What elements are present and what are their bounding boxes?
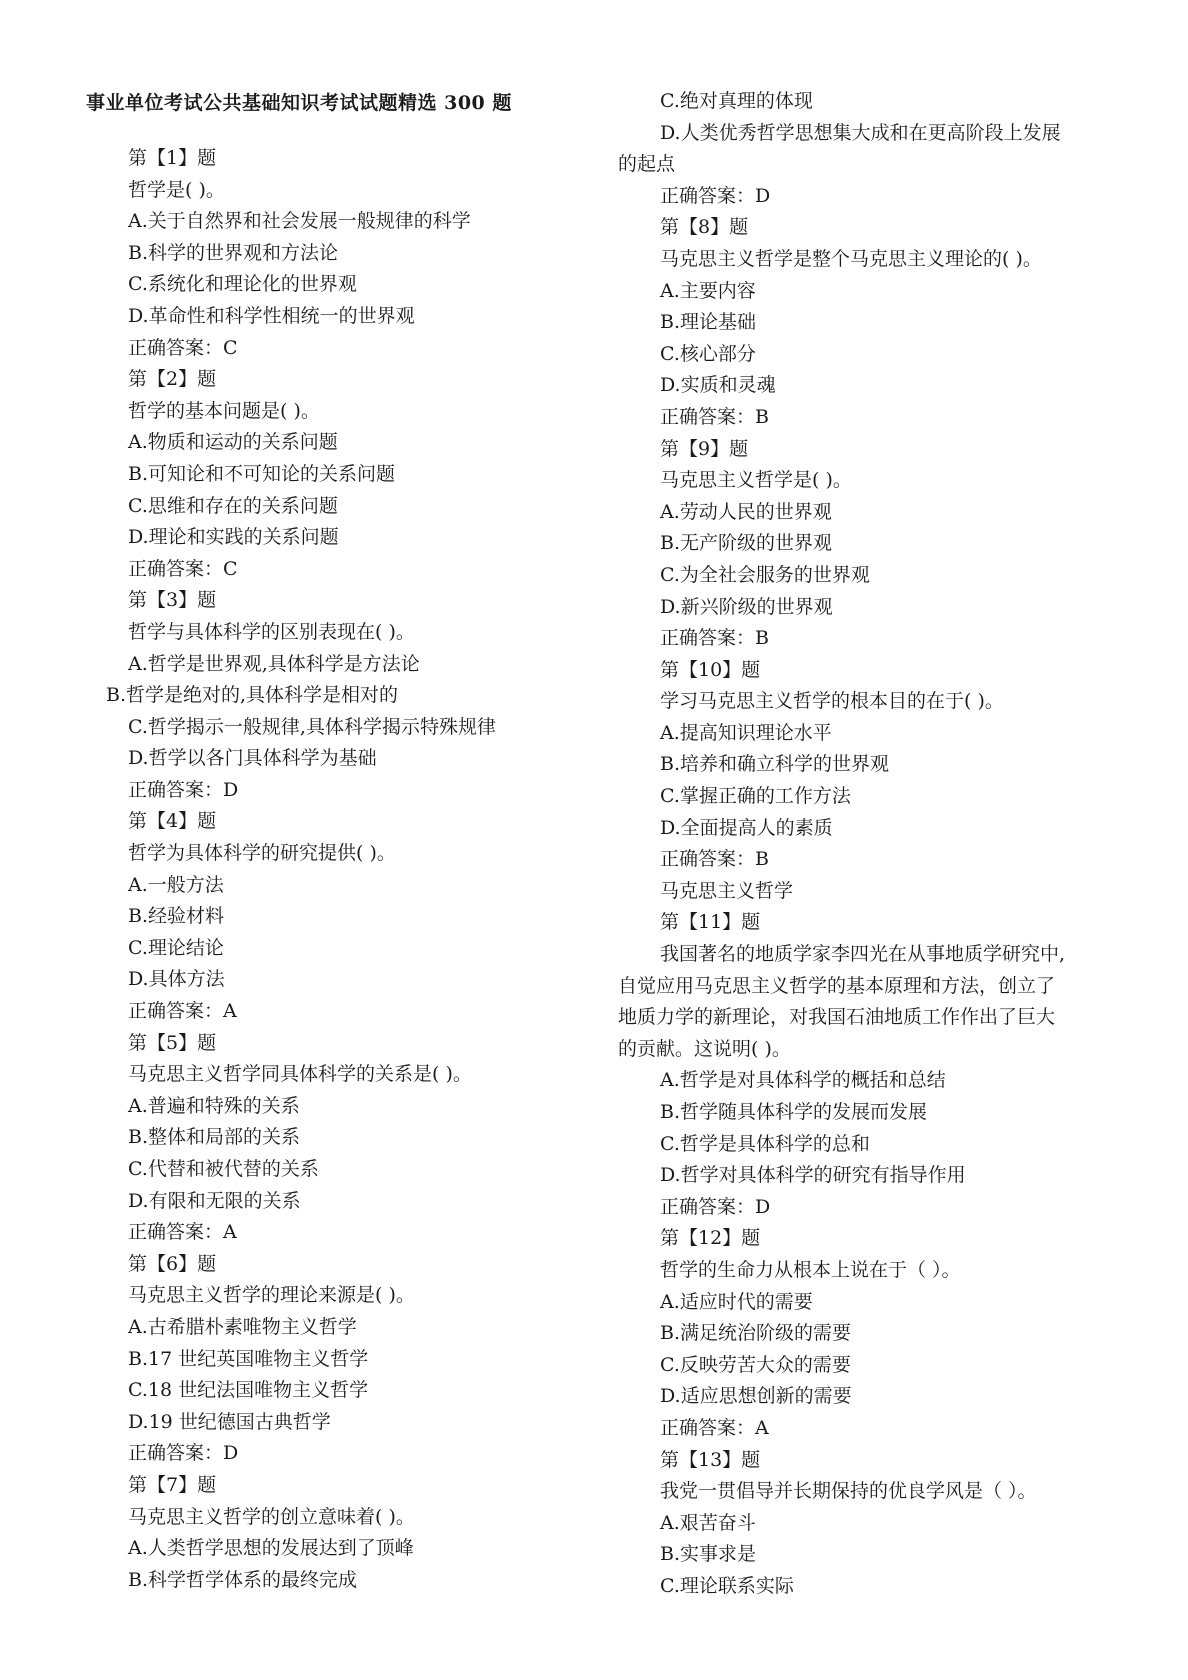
question-text: 马克思主义哲学的理论来源是( )。 bbox=[128, 1284, 415, 1307]
option-line: B.理论基础 bbox=[660, 311, 757, 334]
option-line: B.经验材料 bbox=[128, 905, 225, 928]
option-line: B.满足统治阶级的需要 bbox=[660, 1322, 852, 1345]
option-line: D.有限和无限的关系 bbox=[128, 1189, 301, 1212]
option-line: A.人类哲学思想的发展达到了顶峰 bbox=[128, 1537, 414, 1560]
question-text: 地质力学的新理论，对我国石油地质工作作出了巨大 bbox=[618, 1006, 1056, 1029]
option-line: A.哲学是对具体科学的概括和总结 bbox=[660, 1069, 946, 1092]
question-number: 第【2】题 bbox=[128, 368, 217, 391]
document-title: 事业单位考试公共基础知识考试试题精选 300 题 bbox=[86, 92, 512, 114]
option-line: C.核心部分 bbox=[660, 342, 756, 365]
question-text: 自觉应用马克思主义哲学的基本原理和方法，创立了 bbox=[618, 974, 1056, 997]
option-line: C.哲学揭示一般规律,具体科学揭示特殊规律 bbox=[128, 715, 496, 738]
question-number: 第【12】题 bbox=[660, 1227, 761, 1250]
question-text: 哲学为具体科学的研究提供( )。 bbox=[128, 842, 396, 865]
option-line: B.17 世纪英国唯物主义哲学 bbox=[128, 1347, 369, 1370]
option-line: C.系统化和理论化的世界观 bbox=[128, 273, 357, 296]
option-line: C.18 世纪法国唯物主义哲学 bbox=[128, 1379, 369, 1402]
option-line: A.劳动人民的世界观 bbox=[660, 500, 832, 523]
answer-line: 正确答案：D bbox=[660, 184, 771, 207]
right-column bbox=[618, 86, 1108, 1603]
option-line: A.物质和运动的关系问题 bbox=[128, 431, 338, 454]
option-line: A.普遍和特殊的关系 bbox=[128, 1094, 300, 1117]
question-text: 我党一贯倡导并长期保持的优良学风是（ ）。 bbox=[660, 1480, 1037, 1503]
option-line: C.理论结论 bbox=[128, 936, 224, 959]
question-number: 第【1】题 bbox=[128, 147, 217, 169]
option-line: B.可知论和不可知论的关系问题 bbox=[128, 462, 396, 485]
option-line: C.为全社会服务的世界观 bbox=[660, 563, 870, 586]
option-line: D.实质和灵魂 bbox=[660, 374, 776, 397]
option-line: B.培养和确立科学的世界观 bbox=[660, 753, 890, 776]
option-line: C.哲学是具体科学的总和 bbox=[660, 1132, 870, 1155]
option-line: B.科学的世界观和方法论 bbox=[128, 241, 339, 264]
left-column bbox=[86, 143, 606, 1596]
option-line: D.人类优秀哲学思想集大成和在更高阶段上发展 bbox=[660, 121, 1061, 144]
question-number: 第【5】题 bbox=[128, 1031, 217, 1054]
option-line: D.理论和实践的关系问题 bbox=[128, 526, 339, 549]
answer-line: 正确答案：A bbox=[128, 1221, 237, 1244]
question-number: 第【13】题 bbox=[660, 1448, 761, 1471]
option-line: A.一般方法 bbox=[128, 873, 224, 896]
answer-line: 正确答案：A bbox=[128, 1000, 237, 1023]
answer-line: 正确答案：B bbox=[660, 627, 769, 650]
question-text: 哲学的基本问题是( )。 bbox=[128, 399, 320, 422]
answer-line: 正确答案：B bbox=[660, 405, 769, 428]
option-line: A.适应时代的需要 bbox=[660, 1290, 813, 1313]
question-number: 第【9】题 bbox=[660, 437, 749, 460]
option-line: C.思维和存在的关系问题 bbox=[128, 494, 338, 517]
option-line: C.反映劳苦大众的需要 bbox=[660, 1353, 851, 1376]
question-number: 第【6】题 bbox=[128, 1252, 217, 1275]
question-text: 马克思主义哲学同具体科学的关系是( )。 bbox=[128, 1063, 472, 1086]
option-line: A.哲学是世界观,具体科学是方法论 bbox=[128, 652, 420, 675]
question-number: 第【10】题 bbox=[660, 658, 761, 681]
answer-line: 正确答案：A bbox=[660, 1416, 769, 1439]
question-number: 第【8】题 bbox=[660, 216, 749, 239]
question-text: 学习马克思主义哲学的根本目的在于( )。 bbox=[660, 690, 1004, 713]
option-line: A.主要内容 bbox=[660, 279, 756, 302]
option-line: C.代替和被代替的关系 bbox=[128, 1158, 319, 1180]
question-number: 第【11】题 bbox=[660, 911, 761, 934]
option-line: B.整体和局部的关系 bbox=[128, 1126, 301, 1149]
answer-line: 正确答案：B bbox=[660, 848, 769, 871]
option-line: B.哲学随具体科学的发展而发展 bbox=[660, 1101, 928, 1123]
answer-line: 正确答案：C bbox=[128, 336, 238, 359]
question-text: 马克思主义哲学的创立意味着( )。 bbox=[128, 1505, 415, 1528]
question-text: 我国著名的地质学家李四光在从事地质学研究中, bbox=[660, 943, 1066, 966]
question-text: 的起点 bbox=[618, 153, 676, 176]
option-line: D.全面提高人的素质 bbox=[660, 816, 833, 839]
option-line: A.关于自然界和社会发展一般规律的科学 bbox=[128, 210, 471, 233]
option-line: D.适应思想创新的需要 bbox=[660, 1385, 852, 1408]
answer-line: 正确答案：D bbox=[128, 1442, 239, 1465]
question-text: 哲学的生命力从根本上说在于（ ）。 bbox=[660, 1258, 961, 1281]
option-line: A.提高知识理论水平 bbox=[660, 721, 832, 744]
question-text: 哲学与具体科学的区别表现在( )。 bbox=[128, 620, 415, 643]
answer-line: 正确答案：D bbox=[660, 1195, 771, 1218]
option-line: A.古希腊朴素唯物主义哲学 bbox=[128, 1315, 357, 1338]
question-text: 马克思主义哲学是整个马克思主义理论的( )。 bbox=[660, 247, 1042, 270]
option-line: B.科学哲学体系的最终完成 bbox=[128, 1568, 358, 1591]
question-text: 马克思主义哲学 bbox=[660, 879, 794, 902]
question-text: 的贡献。这说明( )。 bbox=[618, 1037, 791, 1060]
option-line: C.绝对真理的体现 bbox=[660, 90, 813, 112]
option-line: D.新兴阶级的世界观 bbox=[660, 595, 833, 618]
option-line: D.19 世纪德国古典哲学 bbox=[128, 1410, 331, 1433]
option-line: C.理论联系实际 bbox=[660, 1574, 794, 1597]
option-line: D.革命性和科学性相统一的世界观 bbox=[128, 304, 415, 327]
question-number: 第【7】题 bbox=[128, 1473, 217, 1496]
option-line: B.无产阶级的世界观 bbox=[660, 532, 833, 555]
question-number: 第【4】题 bbox=[128, 810, 217, 833]
option-line: C.掌握正确的工作方法 bbox=[660, 785, 851, 808]
question-text: 马克思主义哲学是( )。 bbox=[660, 469, 852, 492]
option-line: B.哲学是绝对的,具体科学是相对的 bbox=[106, 684, 399, 707]
question-text: 哲学是( )。 bbox=[128, 178, 225, 201]
answer-line: 正确答案：D bbox=[128, 778, 239, 801]
option-line: B.实事求是 bbox=[660, 1543, 757, 1566]
answer-line: 正确答案：C bbox=[128, 557, 238, 580]
option-line: D.哲学以各门具体科学为基础 bbox=[128, 747, 377, 770]
option-line: D.具体方法 bbox=[128, 968, 225, 991]
option-line: D.哲学对具体科学的研究有指导作用 bbox=[660, 1164, 966, 1187]
question-number: 第【3】题 bbox=[128, 589, 217, 612]
option-line: A.艰苦奋斗 bbox=[660, 1511, 756, 1534]
